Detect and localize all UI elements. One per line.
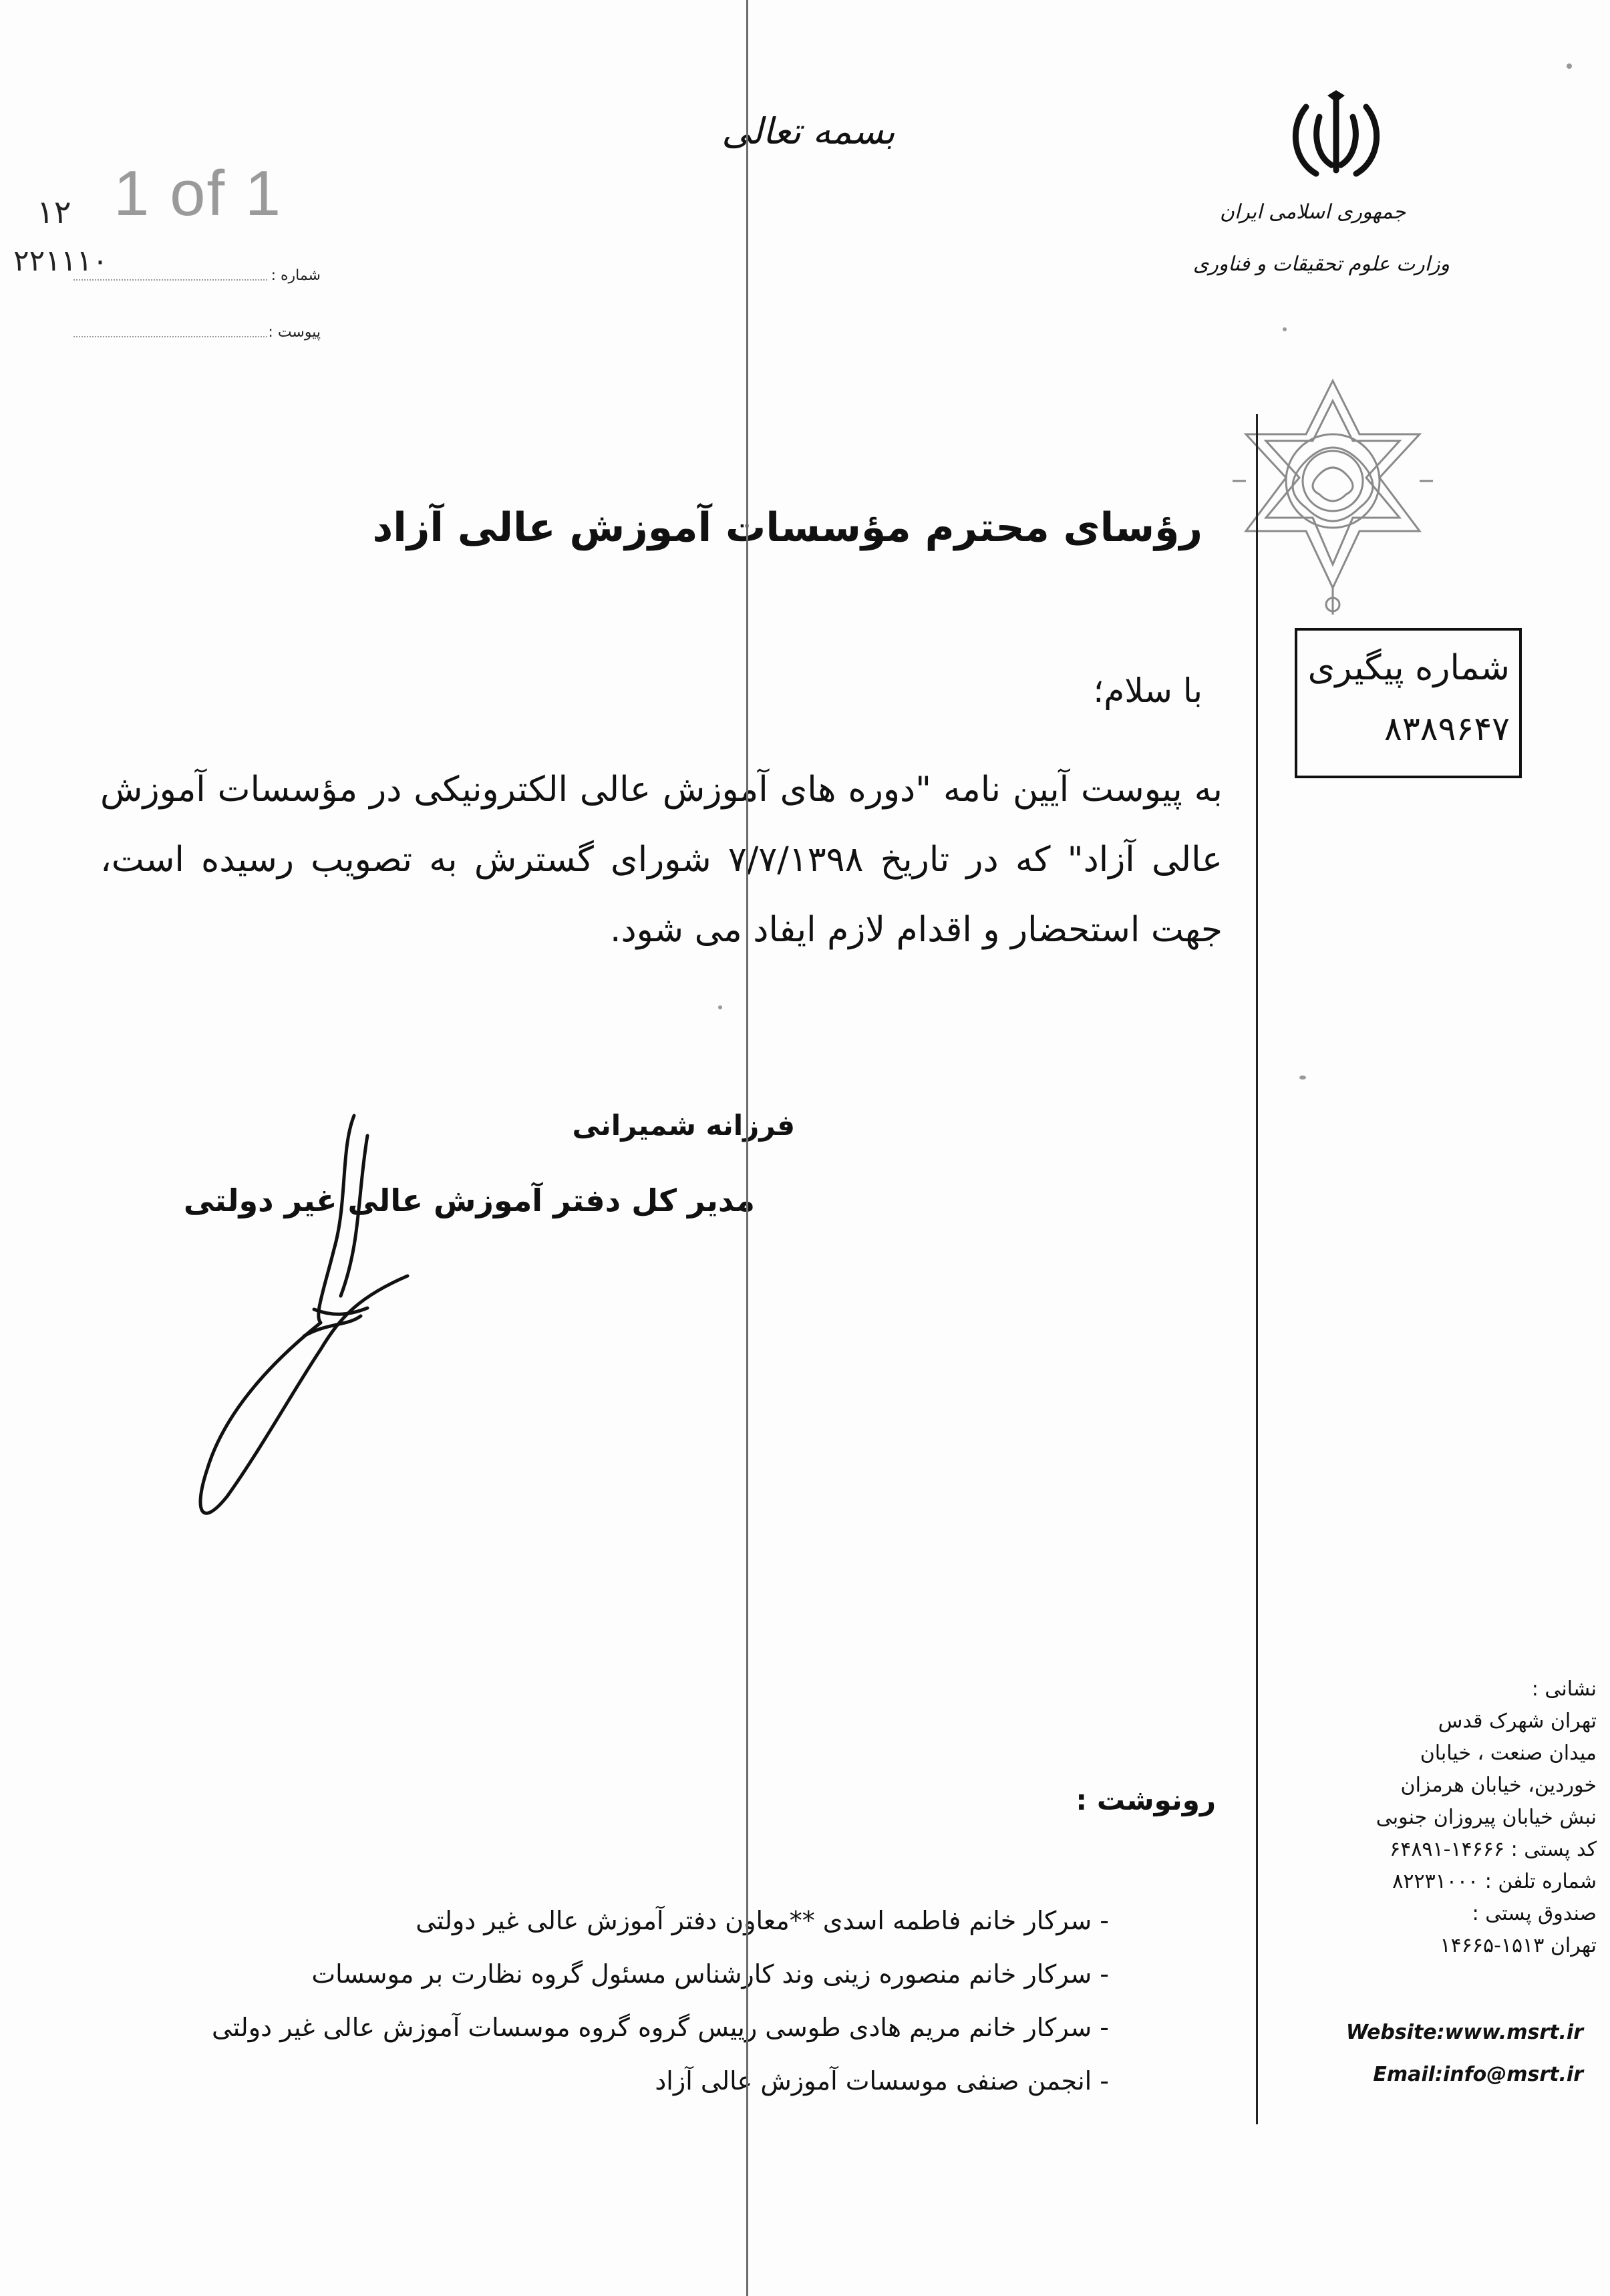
address-line: خوردین، خیابان هرمزان — [1400, 1774, 1597, 1797]
scan-fold-line — [746, 0, 748, 2296]
scan-speck — [1299, 1076, 1306, 1080]
handwritten-signature — [187, 1096, 414, 1550]
tracking-number: ۸۳۸۹۶۴۷ — [1384, 709, 1510, 748]
copy-to-list — [107, 1894, 1109, 2108]
recipient-line: رؤسای محترم مؤسسات آموزش عالی آزاد — [372, 504, 1202, 551]
copy-to-item: - سرکار خانم فاطمه اسدی **معاون دفتر آموزش عالی غیر دولتی — [416, 1906, 1109, 1935]
page-count: 1 of 1 — [114, 158, 283, 229]
scan-speck — [1283, 327, 1287, 331]
copy-to-item: - سرکار خانم مریم هادی طوسی رییس گروه گروه موسسات آموزش عالی غیر دولتی — [212, 2013, 1109, 2042]
copy-to-item: - سرکار خانم منصوره زینی وند کارشناس مسئول گروه نظارت بر موسسات — [311, 1959, 1109, 1989]
attachment-field-line — [73, 336, 267, 337]
ministry-line-2: وزارت علوم تحقیقات و فناوری — [1192, 253, 1450, 276]
address-line: کد پستی : ۱۴۶۶۶-۶۴۸۹۱ — [1390, 1838, 1597, 1861]
copy-to-item: - انجمن صنفی موسسات آموزش عالی آزاد — [655, 2066, 1109, 2096]
basmala: بسمه تعالی — [721, 110, 895, 152]
signer-title: مدیر کل دفتر آموزش عالی غیر دولتی — [183, 1182, 755, 1218]
copy-to-heading: رونوشت : — [1076, 1784, 1216, 1816]
number-field-line — [73, 279, 267, 281]
scan-speck — [718, 1005, 722, 1009]
address-line: میدان صنعت ، خیابان — [1420, 1742, 1597, 1765]
email-text: Email:info@msrt.ir — [1373, 2063, 1583, 2086]
tracking-box — [1295, 628, 1522, 778]
tracking-label: شماره پیگیری — [1307, 648, 1510, 688]
address-line: نبش خیابان پیروزان جنوبی — [1376, 1806, 1597, 1829]
address-block — [1249, 1673, 1597, 1962]
stamp-number: ۱۲ — [37, 194, 71, 231]
letter-body: به پیوست آیین نامه "دوره های آموزش عالی الکترونیکی در مؤسسات آموزش عالی آزاد" که در تاریخ ۷/۷/۱۳۹۸ شورای گسترش به تصویب رسیده است، جهت استحضار و اقدام لازم ایفاد می شود. — [100, 770, 1223, 950]
islamic-star-ornament-icon — [1226, 374, 1440, 621]
website-text: Website:www.msrt.ir — [1345, 2021, 1583, 2044]
address-line: تهران شهرک قدس — [1438, 1709, 1597, 1733]
address-line: نشانی : — [1531, 1677, 1597, 1701]
attachment-label: پیوست : — [268, 324, 321, 341]
ministry-line-1: جمهوری اسلامی ایران — [1219, 200, 1406, 224]
scan-speck — [1567, 63, 1572, 69]
stamp-code: ۲۲۱۱۱۰ — [13, 244, 108, 278]
iran-emblem-icon — [1286, 90, 1386, 184]
address-line: شماره تلفن : ۸۲۲۳۱۰۰۰ — [1392, 1870, 1597, 1893]
number-label: شماره : — [271, 267, 321, 284]
address-line: تهران ۱۵۱۳-۱۴۶۶۵ — [1440, 1934, 1597, 1957]
address-line: صندوق پستی : — [1472, 1902, 1597, 1925]
signer-name: فرزانه شمیرانی — [572, 1109, 795, 1142]
salutation: با سلام؛ — [1093, 671, 1202, 710]
